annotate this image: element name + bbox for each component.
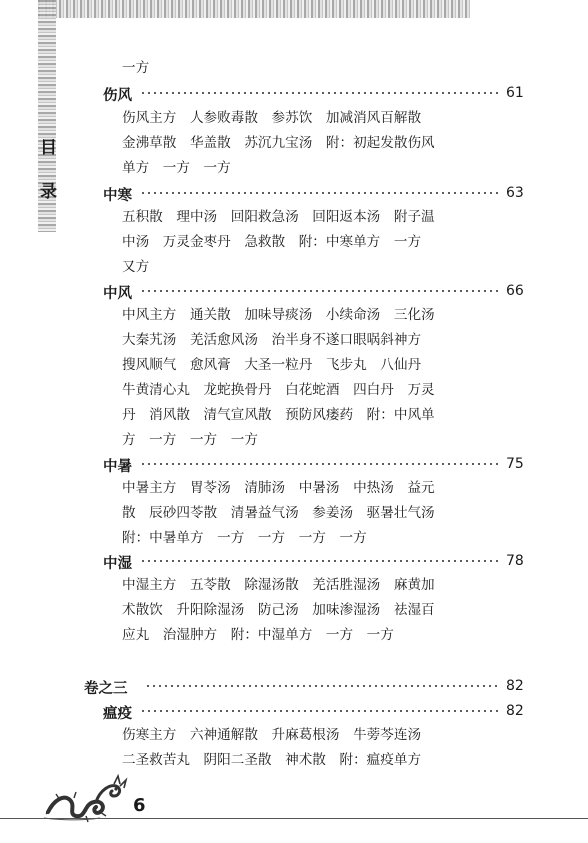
leader-dots	[145, 685, 498, 687]
toc-entry-line: 中汤 万灵金枣丹 急救散 附：中寒单方 一方	[122, 234, 422, 250]
page-number-zhonghan: 63	[506, 185, 524, 201]
toc-entry-line: 一方	[122, 60, 150, 76]
toc-entry-line: 五积散 理中汤 回阳救急汤 回阳返本汤 附子温	[122, 209, 435, 225]
toc-entry-line: 金沸草散 华盖散 苏沉九宝汤 附：初起发散伤风	[122, 135, 435, 151]
page-number-zhongshi: 78	[506, 553, 524, 569]
toc-entry-line: 方 一方 一方 一方	[122, 432, 258, 448]
toc-entry-line: 大秦艽汤 羌活愈风汤 治半身不遂口眼㖞斜神方	[122, 332, 422, 348]
section-title-zhonghan: 中寒	[103, 188, 132, 204]
leader-dots	[140, 710, 498, 712]
section-title-zhongshi: 中湿	[103, 556, 132, 572]
page-number-zhongshu: 75	[506, 456, 524, 472]
toc-entry-line: 伤寒主方 六神通解散 升麻葛根汤 牛蒡芩连汤	[122, 727, 422, 743]
page-number-zhongfeng: 66	[506, 283, 524, 299]
leader-dots	[140, 92, 498, 94]
toc-entry-line: 又方	[122, 259, 150, 275]
side-label-mu: 目	[40, 138, 57, 158]
toc-entry-line: 中暑主方 胃苓汤 清肺汤 中暑汤 中热汤 益元	[122, 480, 435, 496]
toc-entry-line: 伤风主方 人参败毒散 参苏饮 加减消风百解散	[122, 110, 422, 126]
leader-dots	[140, 192, 498, 194]
corner-ornament-top	[38, 0, 470, 18]
page-number-footer: 6	[133, 795, 146, 816]
leader-dots	[140, 463, 498, 465]
dragon-ornament-icon	[40, 760, 130, 824]
toc-entry-line: 单方 一方 一方	[122, 160, 231, 176]
section-title-zhongfeng: 中风	[103, 286, 132, 302]
toc-entry-line: 散 辰砂四苓散 清暑益气汤 参姜汤 驱暑壮气汤	[122, 505, 435, 521]
toc-entry-line: 牛黄清心丸 龙蛇换骨丹 白花蛇酒 四白丹 万灵	[122, 382, 435, 398]
leader-dots	[140, 290, 498, 292]
toc-entry-line: 二圣救苦丸 阴阳二圣散 神术散 附：瘟疫单方	[122, 752, 422, 768]
side-label-lu: 录	[40, 182, 57, 202]
page-number-shangfeng: 61	[506, 85, 524, 101]
volume-title: 卷之三	[84, 681, 128, 697]
toc-entry-line: 中风主方 通关散 加味导痰汤 小续命汤 三化汤	[122, 307, 435, 323]
leader-dots	[140, 560, 498, 562]
page-number-wenyi: 82	[506, 703, 524, 719]
toc-entry-line: 应丸 治湿肿方 附：中湿单方 一方 一方	[122, 627, 394, 643]
toc-entry-line: 丹 消风散 清气宣风散 预防风瘘药 附：中风单	[122, 407, 435, 423]
page-number-volume: 82	[506, 678, 524, 694]
section-title-shangfeng: 伤风	[103, 88, 132, 104]
section-title-wenyi: 瘟疫	[103, 706, 132, 722]
toc-entry-line: 附：中暑单方 一方 一方 一方 一方	[122, 530, 367, 546]
section-title-zhongshu: 中暑	[103, 459, 132, 475]
toc-entry-line: 搜风顺气 愈风膏 大圣一粒丹 飞步丸 八仙丹	[122, 357, 422, 373]
toc-entry-line: 术散饮 升阳除湿汤 防己汤 加味渗湿汤 祛湿百	[122, 602, 435, 618]
toc-entry-line: 中湿主方 五苓散 除湿汤散 羌活胜湿汤 麻黄加	[122, 577, 435, 593]
